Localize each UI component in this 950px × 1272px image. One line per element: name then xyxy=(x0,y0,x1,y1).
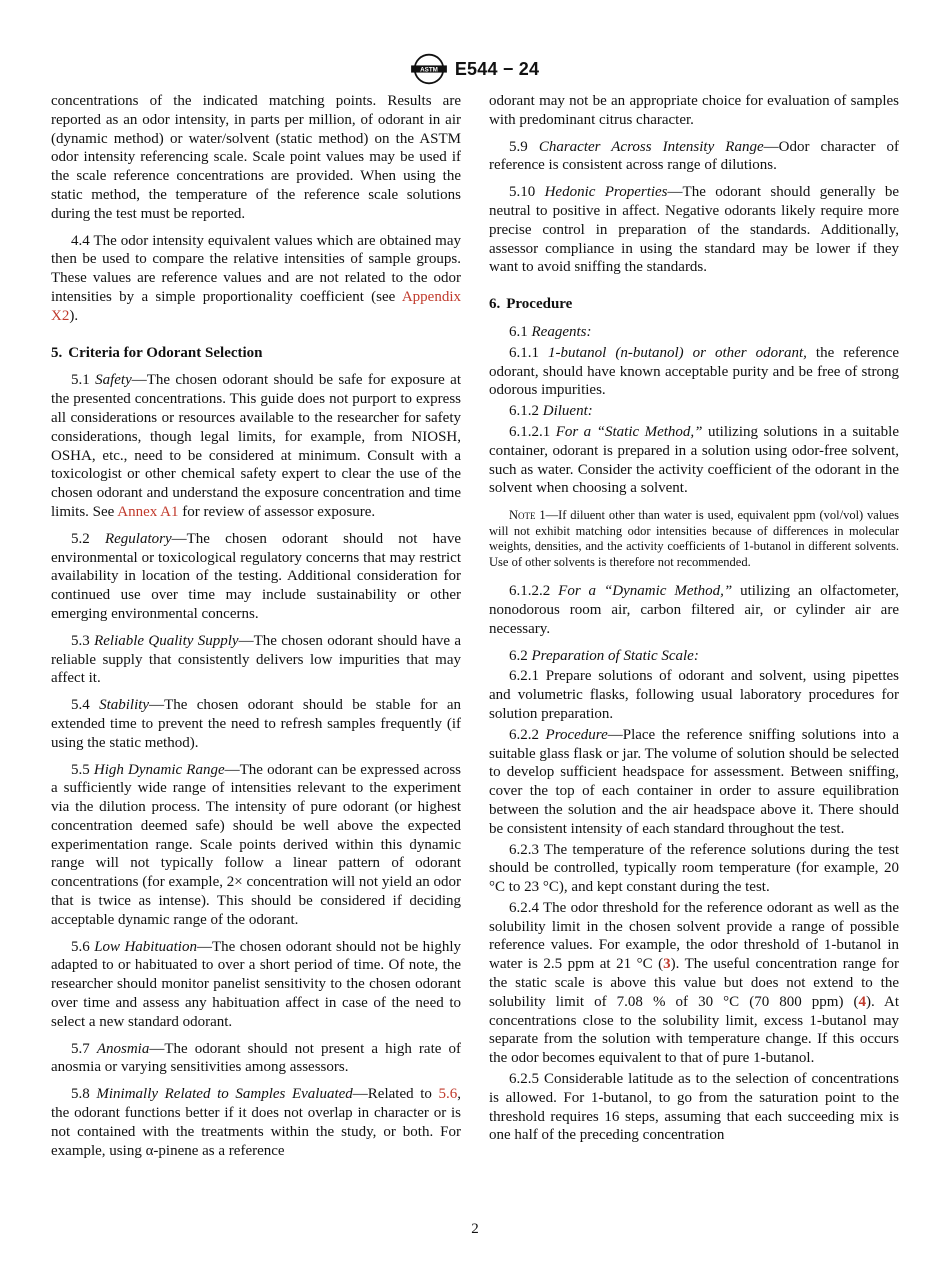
paragraph-5-9: 5.9 Character Across Intensity Range—Odor character of reference is consistent across range of dilutions. xyxy=(489,138,900,174)
paragraph-5-8: 5.8 Minimally Related to Samples Evaluated—Related to 5.6, the odorant functions better if it does not overlap in character or is not contained with the treatments within the study, or both. For example, using α-pinene as a reference xyxy=(51,1086,462,1159)
right-column xyxy=(489,92,899,1147)
paragraph-continued: concentrations of the indicated matching points. Results are reported as an odor intensity, in parts per million, of odorant in air (dynamic method) or water/solvent (static method) on the ASTM odor intensity referencing scale. Scale point values may be used if the scale reference concentrations are provided. When using the static method, the temperature of the reference scale solutions during the test must be reported. xyxy=(51,93,461,222)
astm-logo-icon xyxy=(411,52,447,86)
paragraph-6-1-2: 6.1.2 Diluent: xyxy=(509,403,593,420)
document-id: E544 − 24 xyxy=(454,58,540,79)
paragraph-6-2: 6.2 Preparation of Static Scale: xyxy=(509,647,699,664)
paragraph-6-2-3: 6.2.3 The temperature of the reference solutions during the test should be controlled, typically room temperature (for example, 20 °C to 23 °C), and kept constant during the test. xyxy=(489,841,899,896)
paragraph-5-10: 5.10 Hedonic Properties—The odorant should generally be neutral to positive in affect. Negative odorants likely require more precise control in preparation of the standards. Additionally, assessor compliance in using the standard may be lower if they want to avoid sniffing the standards. xyxy=(489,184,900,276)
paragraph-5-1: 5.1 Safety—The chosen odorant should be safe for exposure at the presented concentrations. This guide does not purport to express all considerations or resources available to the researcher for safety considerations, though legal limits, for example, from NIOSH, OSHA, etc., need to be considered at minimum. Consult with a toxicologist or other chemical safety expert to clear the use of the chosen odorant and understand the exposure concentration and time limits. See Annex A1 for review of assessor exposure. xyxy=(51,372,461,520)
paragraph-6-2-1: 6.2.1 Prepare solutions of odorant and solvent, using pipettes and volumetric flasks, following usual laboratory procedures for solution preparation. xyxy=(489,668,899,722)
paragraph-5-5: 5.5 High Dynamic Range—The odorant can be expressed across a sufficiently wide range of intensities relevant to the experiment via the dilution process. The intensity of pure odorant (or highest concentration deemed safe) should be well above the expected experimentation range. Scale points derived within this dynamic range will not typically follow a linear pattern of odorant concentrations (for example, 2× concentration will not yield an odor that is twice as intense). This should be considered if deciding acceptable dynamic range of the odorant. xyxy=(51,761,462,928)
paragraph-6-2-4: 6.2.4 The odor threshold for the reference odorant as well as the solubility limit in the chosen solvent provide a range of possible reference values. For example, the odor threshold of 1-butanol in water is 2.5 ppm at 21 °C (3). The useful concentration range for the static scale is above this value but does not extend to the solubility limit of 7.08 % of 30 °C (70 800 ppm) (4). At concentrations close to the solubility limit, excess 1-butanol may separate from the solution with temperature change. If this occurs the odor becomes equivalent to that of pure 1-butanol. xyxy=(489,899,900,1067)
paragraph-4-4: 4.4 The odor intensity equivalent values which are obtained may then be used to compare the relative intensities of sample groups. These values are reference values and are not related to the odor intensities by a simple proportionality coefficient (see Appendix X2). xyxy=(51,232,461,324)
paragraph-5-7: 5.7 Anosmia—The odorant should not present a high rate of anosmia or varying sensitivities among assessors. xyxy=(51,1040,461,1076)
page-header xyxy=(0,52,950,86)
paragraph-6-1: 6.1 Reagents: xyxy=(509,323,592,340)
paragraph-5-4: 5.4 Stability—The chosen odorant should be stable for an extended time to prevent the need to refresh samples frequently (if using the static method). xyxy=(51,697,462,751)
paragraph-6-1-2-1: 6.1.2.1 For a “Static Method,” utilizing solutions in a suitable container, odorant is prepared in a solution using odor-free solvent, such as water. Consider the activity coefficient of the odorant in the solvent when choosing a solvent. xyxy=(489,423,900,497)
paragraph-6-2-2: 6.2.2 Procedure—Place the reference sniffing solutions into a suitable glass flask or jar. The volume of solution should be selected to develop sufficient headspace for assessment. Between sniffing, cover the top of each container in order to assure equilibration between the solution and the air headspace above it. There should be consistent intensity of each standard throughout the test. xyxy=(489,726,899,837)
paragraph-5-6: 5.6 Low Habituation—The chosen odorant should not be highly adapted to or habituated to over a short period of time. Of note, the researcher should monitor panelist sensitivity to the chosen odorant over time and assess any habituation affect in case of the need to select a new standard odorant. xyxy=(51,938,461,1030)
page-number: 2 xyxy=(471,1221,479,1237)
section-6-heading: 6. Procedure xyxy=(489,296,573,313)
left-column xyxy=(51,92,461,1168)
paragraph-6-2-5: 6.2.5 Considerable latitude as to the selection of concentrations is allowed. For 1-butanol, to go from the saturation point to the threshold requires 16 steps, assuming that each succeeding mix is one half of the preceding concentration xyxy=(489,1071,899,1144)
paragraph-5-3: 5.3 Reliable Quality Supply—The chosen odorant should have a reliable supply that consistently delivers low impurities that may affect it. xyxy=(51,632,461,687)
paragraph-6-1-1: 6.1.1 1-butanol (n-butanol) or other odorant, the reference odorant, should have known acceptable purity and be free of strong odorous impurities. xyxy=(489,344,900,399)
paragraph-5-2: 5.2 Regulatory—The chosen odorant should not have environmental or toxicological regulatory concerns that may restrict availability in location of the testing. Additional consideration for continued use over time may include sustainability or other emerging environmental concerns. xyxy=(51,530,461,622)
paragraph-continued: odorant may not be an appropriate choice for evaluation of samples with predominant citrus character. xyxy=(489,93,899,128)
appendix-x2-link[interactable]: Appendix X2 xyxy=(51,288,461,324)
reference-4-link[interactable]: 4 xyxy=(858,993,867,1010)
svg-text:ASTM: ASTM xyxy=(419,66,438,74)
section-5-heading: 5. Criteria for Odorant Selection xyxy=(51,344,263,361)
annex-a1-link[interactable]: Annex A1 xyxy=(117,503,179,520)
section-5-6-link[interactable]: 5.6 xyxy=(438,1086,458,1103)
paragraph-6-1-2-2: 6.1.2.2 For a “Dynamic Method,” utilizing an olfactometer, nonodorous room air, carbon filtered air, or cylinder air are necessary. xyxy=(489,583,900,637)
note-1: Note 1—If diluent other than water is used, equivalent ppm (vol/vol) values will not exhibit matching odor intensities because of differences in molecular weights, densities, and the activity coefficients of 1-butanol in different solvents. Use of other solvents is therefore not recommended. xyxy=(489,508,899,569)
reference-3-link[interactable]: 3 xyxy=(663,956,671,973)
